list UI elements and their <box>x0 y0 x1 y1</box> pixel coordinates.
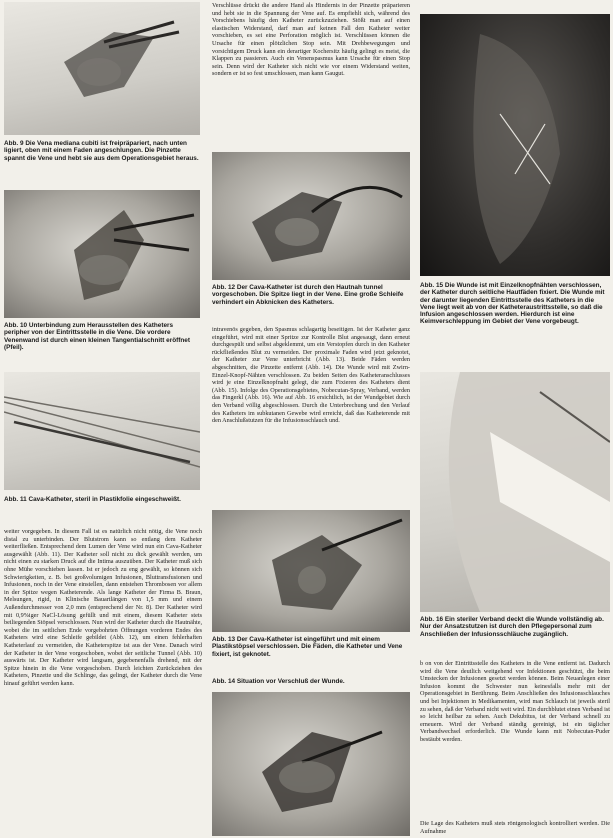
figure-14-illustration <box>212 692 410 836</box>
figure-10-photo <box>4 190 200 318</box>
body-text-column-2-mid: intravenös gegeben, den Spasmus schlagartig beseitigen. Ist der Katheter ganz eingeführt, wird mit einer Spritze zur Kontrolle Blut angesaugt, dann erneut durchgespült und selbst abgeklemmt, um ein Verstopfen durch in den Katheter rückfließendes Blut zu vermeiden. Der proximale Faden wird jetzt geknotet, der Katheter zur Vene unterbricht (Abb. 13). Beide Fäden werden abgeschnitten, die Pinzette entfernt (Abb. 14). Die Wunde wird mit Zwirn-Einzel-Knopf-Nähten verschlossen. Zu beiden Seiten des Katheteranschlusses wird je eine Einzelknopfnaht gelegt, die zum Fixieren des Katheters dient (Abb. 15). Infolge des Operationsgebietes, Nobecutan-Spray, Verband, werden das Fingerkl (Abb. 16). Wie auf Abb. 16 ersichtlich, ist der Wundgebiet durch den Verband völlig abgeschlossen. Durch die Unterbrechung und den Verlauf des Katheters im subkutanen Gewebe wird erreicht, daß das Katheterende mit den Anschlußstutzen für die Infusionsschlauch und. <box>212 326 410 425</box>
figure-16-photo <box>420 372 610 612</box>
body-text-column-2-top: Verschlüsse drückt die andere Hand als Hindernis in der Pinzette präparieren und hebt sie in die Spannung der Vene auf. Es empfiehlt sich, während des Vorschiebens häufig den Katheter zurückzuziehen. Stößt man auf einen elastischen Widerstand, darf man auf keinen Fall den Katheter weiter vorschieben, es sei eine Perforation möglich ist. Verschlüssen können die Ursache für einen plötzlichen Stop sein. Mit Drehbewegungen und vorsichtigem Druck kann ein derartiger Kochersitz häufig gelingt es meist, die Klappen zu passieren. Auch ein Venenspasmus kann Ursache für einen Stop sein. Denn wird der Katheter sich nicht wie vor einem Widerstand weiten, sondern er ist so fest umschlossen, man kann Gaugut. <box>212 2 410 78</box>
figure-12-photo <box>212 152 410 280</box>
figure-13-illustration <box>212 510 410 632</box>
figure-16-illustration <box>420 372 610 612</box>
figure-15-illustration <box>420 14 610 276</box>
figure-15-photo <box>420 14 610 276</box>
figure-11-photo <box>4 372 200 490</box>
caption-abb13: Abb. 13 Der Cava-Katheter ist eingeführt und mit einem Plastikstöpsel verschlossen. Die Fäden, die Katheter und Vene fixiert, ist geknotet. <box>212 636 403 658</box>
caption-abb9: Abb. 9 Die Vena mediana cubiti ist freipräpariert, nach unten ligiert, oben mit einem Faden angeschlungen. Die Pinzette spannt die Vene und hebt sie aus dem Operationsgebiet heraus. <box>4 140 199 162</box>
figure-13-photo <box>212 510 410 632</box>
figure-9-photo <box>4 2 200 135</box>
body-text-column-3-tail: Die Lage des Katheters muß stets röntgenologisch kontrolliert werden. Die Aufnahme <box>420 820 610 835</box>
caption-abb11: Abb. 11 Cava-Katheter, steril in Plastikfolie eingeschweißt. <box>4 496 181 503</box>
figure-12-illustration <box>212 152 410 280</box>
body-text-column-3: b on von der Eintrittsstelle des Katheters in die Vene entfernt ist. Dadurch wird die Vene deutlich weitgehend vor Infektionen geschützt, die beim Umstecken der Infusionen gesetzt werden können. Beim Neuanlegen einer Infusion kommt die Schwester nun keinesfalls mehr mit der Operationsgebiet in Berührung. Beim Anschließen des Infusionsschlauches und bei Injektionen in Medikamenten, wird man Schlauch ist jeweils steril zu sehen, daß der Verband nicht weit wird. Ein durchblutet einen Verband ist so leicht heilbar zu sehen. Auch Dekubitus, ist der Verband schnell zu erneuern. Wird der Verband ständig gereinigt, ist ein täglicher Verbandwechsel erforderlich. Die Wunde kann mit Nobecutan-Puder bestäubt werden. <box>420 660 610 743</box>
caption-abb10: Abb. 10 Unterbindung zum Herausstellen des Katheters peripher von der Eintrittsstelle in die Vene. Die vordere Venenwand ist durch einen kleinen Tangentialschnitt eröffnet (Pfeil). <box>4 322 190 351</box>
figure-14-photo <box>212 692 410 836</box>
figure-11-illustration <box>4 372 200 490</box>
figure-9-illustration <box>4 2 200 135</box>
caption-abb12: Abb. 12 Der Cava-Katheter ist durch den Hautnah tunnel vorgeschoben. Die Spitze liegt in der Vene. Eine große Schleife verhindert ein Abknicken des Katheters. <box>212 284 404 306</box>
caption-abb15: Abb. 15 Die Wunde ist mit Einzelknopfnähten verschlossen, der Katheter durch seitliche Hautfäden fixiert. Die Wunde mit der darunter liegenden Eintrittsstelle des Katheters in die Vene liegt weit ab von der Katheteraustrittsstelle, so daß die Infusion angeschlossen werden. Hierdurch ist eine Keimverschleppung im Gebiet der Vene vorgebeugt. <box>420 282 605 326</box>
caption-abb16: Abb. 16 Ein steriler Verband deckt die Wunde vollständig ab. Nur der Ansatzstutzen ist durch den Pflegepersonal zum Anschließen der Infusionsschläuche zugänglich. <box>420 616 604 638</box>
caption-abb14: Abb. 14 Situation vor Verschluß der Wunde. <box>212 678 345 685</box>
body-text-column-1: weiter vorgegeben. In diesem Fall ist es natürlich nicht nötig, die Vene noch distal zu unterbinden. Der Blutstrom kann so entlang dem Katheter weiterfließen. Entsprechend dem Lumen der Vene wird nun ein Cava-Katheter ausgewählt (Abb. 11). Der Katheter soll nicht zu dick gewählt werden, um nicht einen zu starken Druck auf die Intima auszuüben. Der Katheter muß sich ohne Mühe vorschieben lassen. Ist er jedoch zu eng gewählt, so können sich Schwierigkeiten, z. B. bei großvolumigen Infusionen, Bluttransfusionen und Infusionen, noch in der Vene einstellen, dann entstehen Thrombosen vor allem in der Spitze wegen Katheterende. Als lange Katheter der Firma B. Braun, Melsungen, rigid, in Klinische Bauartlängen von 1,5 mm und einem Außendurchmesser von 2,0 mm (entsprechend der Nr. 8). Der Katheter wird mit 0,9%iger NaCl-Lösung gefüllt und mit einem, diesem Katheter stets beiliegenden Stöpsel verschlossen. Nun wird der Katheter durch die Hautnähte, wobei die im seitlichen Ende vorgebohrten Öffnungen vorderen Endes des Katheters wird eine Schleife gebildet (Abb. 12), um einen fehlerhaften Katheterlauf zu vermeiden, die Katheterspitze ist aus der Vene. Danach wird der Katheter in der Vene vorgeschoben, wobei der seitliche Tunnel (Abb. 10) auswärts ist. Der Katheter wird langsam, gegebenenfalls drehend, mit der Spitze hinein in die Vene vorgeschoben. Durch leichten Zurückziehen des Katheters, Pinzette und die Schlinge, das gelingt, der Katheter durch die Vene hinauf geführt werden kann. <box>4 528 202 687</box>
figure-10-illustration <box>4 190 200 318</box>
